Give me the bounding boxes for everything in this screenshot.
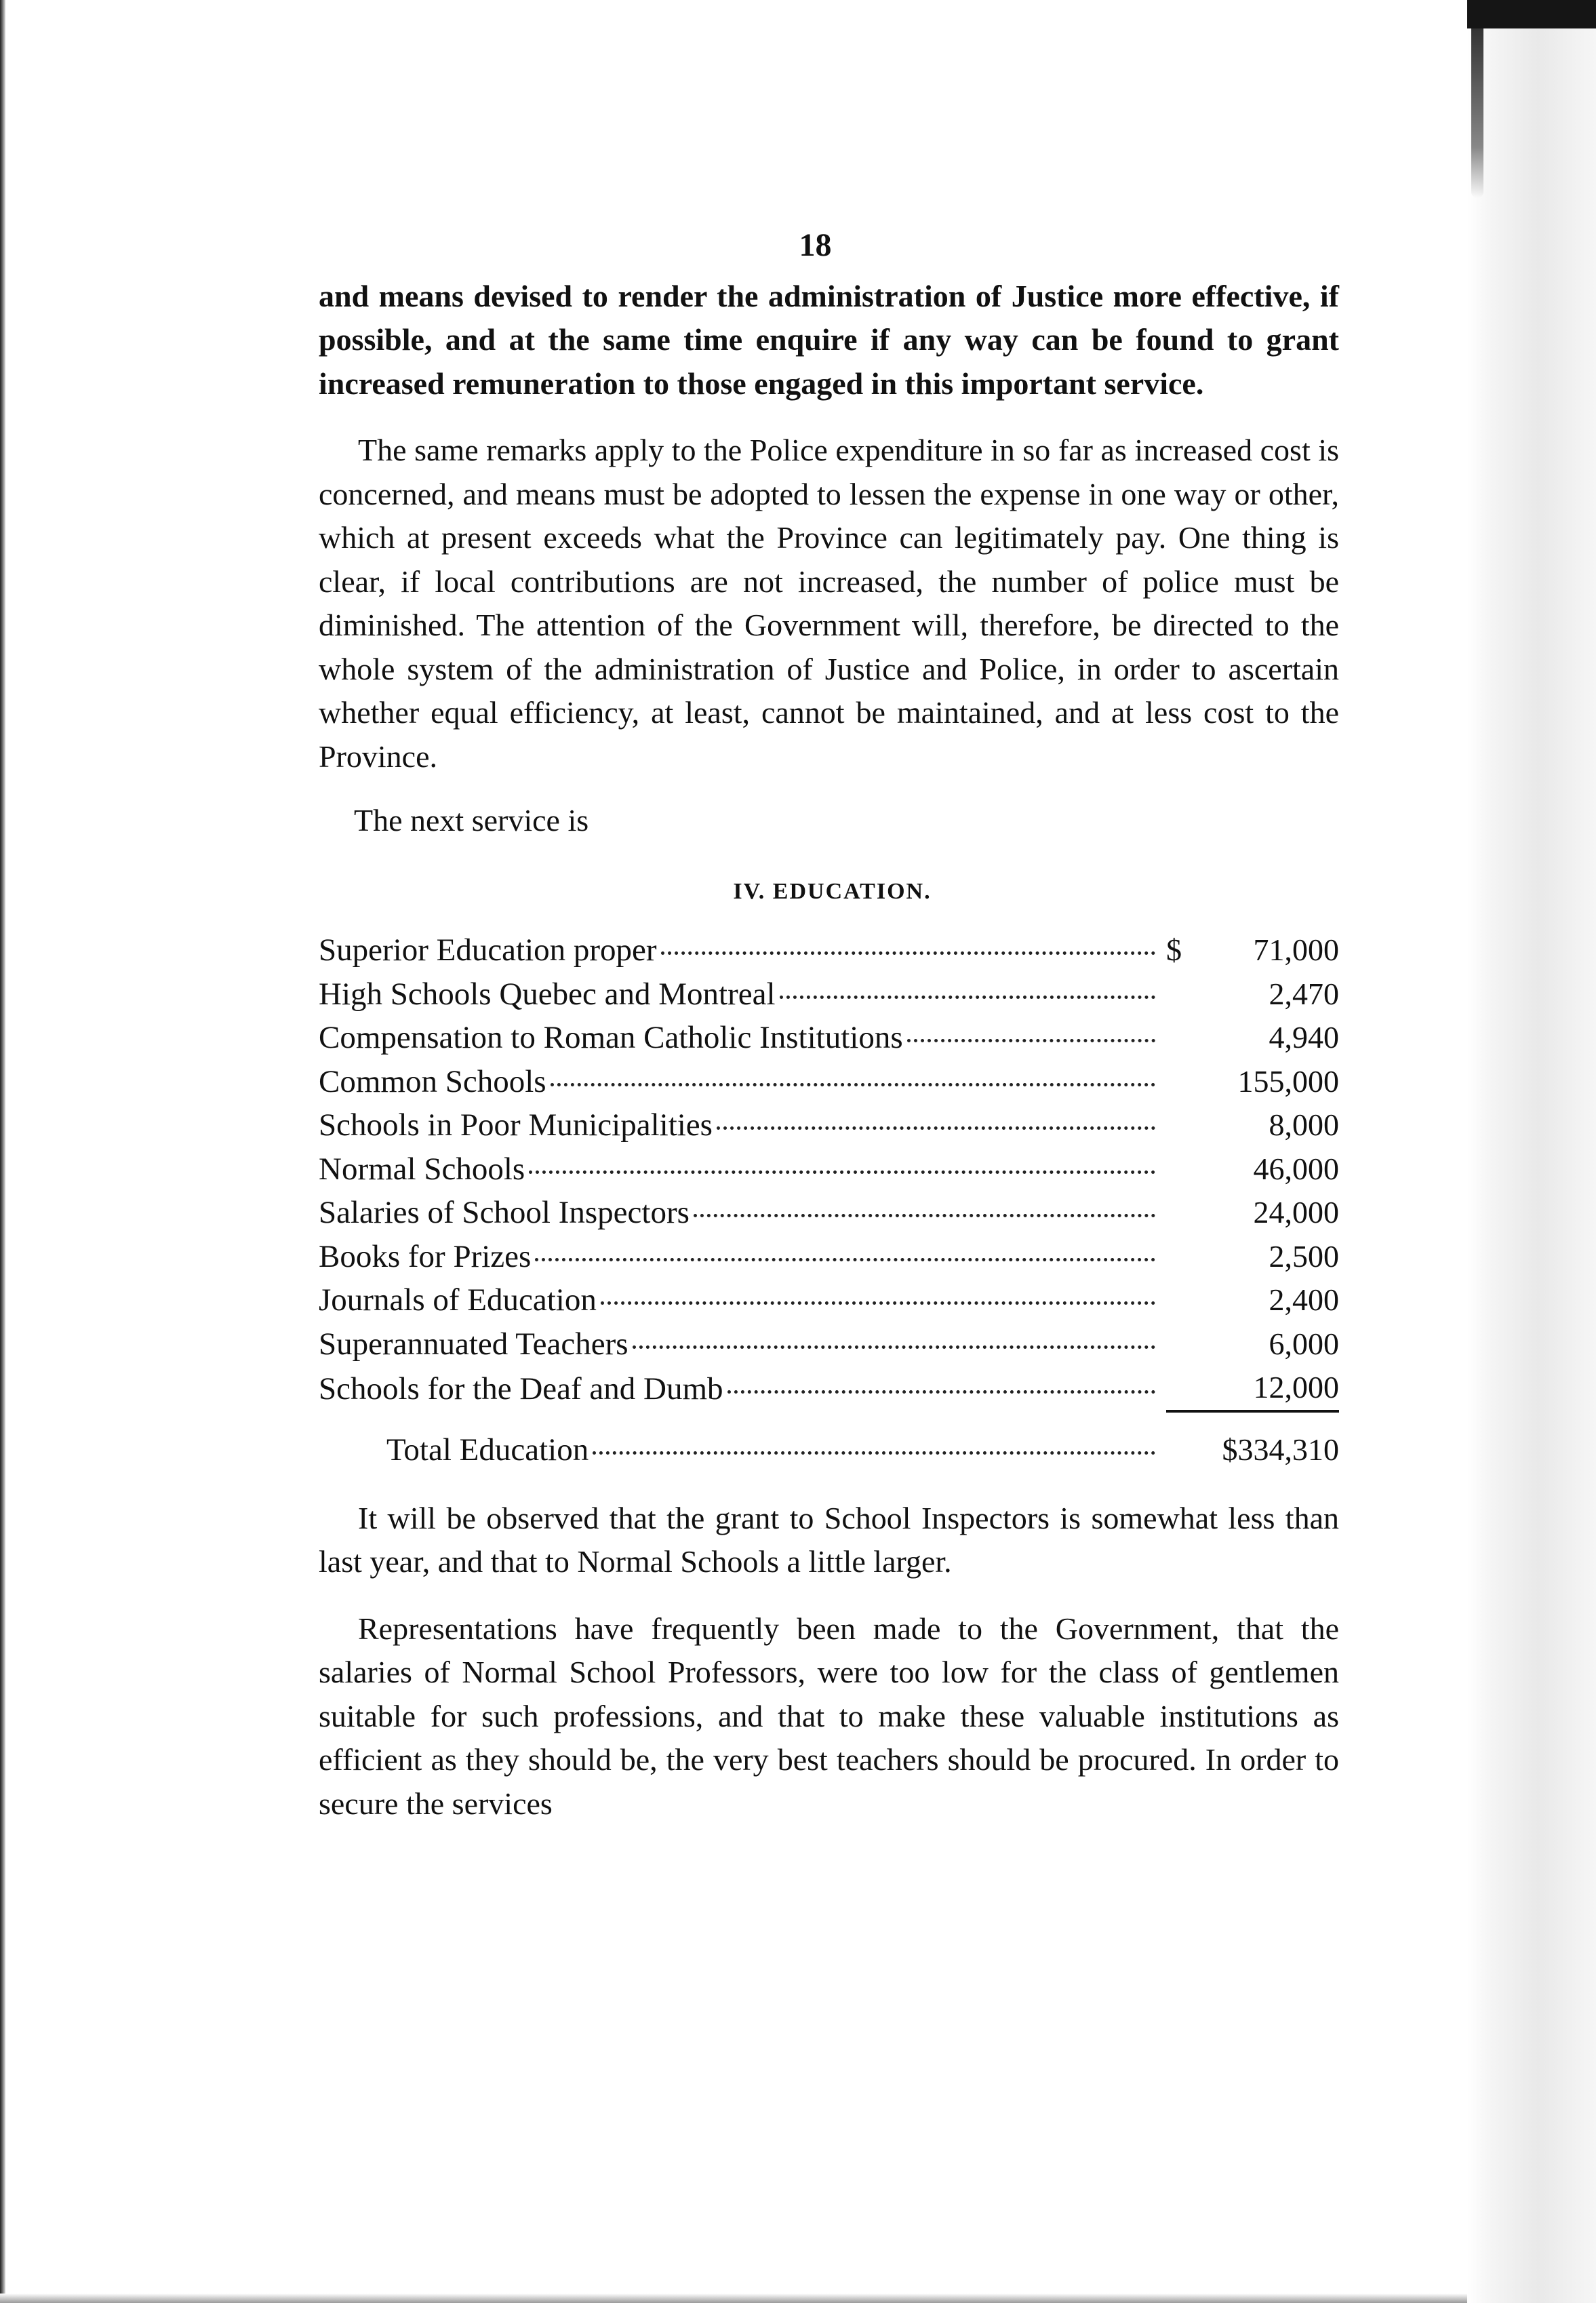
- scan-dark-corner: [1467, 0, 1596, 28]
- ledger-item: [319, 1278, 1166, 1322]
- ledger-total-label: Total Education: [386, 1432, 589, 1468]
- ledger-item-label: Compensation to Roman Catholic Institutions: [319, 1020, 903, 1055]
- leader-dots: [593, 1451, 1155, 1455]
- ledger-row: [319, 1235, 1339, 1279]
- ledger-item-wrap: [319, 928, 1159, 972]
- paragraph-justice: and means devised to render the administration of Justice more effective, if possible, and at the same time enquire if any way can be found to grant increased remuneration to those engaged in this important service.: [319, 278, 1339, 401]
- ledger-item-label: Superannuated Teachers: [319, 1326, 629, 1362]
- ledger-item-label: High Schools Quebec and Montreal: [319, 976, 776, 1012]
- ledger-row: [319, 1366, 1339, 1411]
- ledger-total-wrap: [319, 1428, 1159, 1472]
- ledger-item-wrap: [319, 1016, 1159, 1060]
- section-title: IV. EDUCATION.: [733, 878, 932, 904]
- leader-dots: [601, 1301, 1155, 1305]
- ledger-amount: 155,000: [1237, 1063, 1339, 1099]
- ledger-item-label: Superior Education proper: [319, 932, 657, 968]
- ledger-item-wrap: [319, 1191, 1159, 1235]
- ledger-item-wrap: [319, 1322, 1159, 1366]
- scan-dark-mark: [1471, 28, 1483, 198]
- ledger-row: [319, 1103, 1339, 1147]
- ledger-amount: 46,000: [1253, 1151, 1339, 1186]
- leader-dots: [633, 1345, 1155, 1349]
- ledger-item: [319, 1366, 1166, 1411]
- ledger-item-label: Common Schools: [319, 1063, 546, 1099]
- ledger-row: [319, 1060, 1339, 1104]
- ledger-item-wrap: [319, 1367, 1159, 1411]
- ledger-item: [319, 1235, 1166, 1279]
- ledger-item-label: Normal Schools: [319, 1151, 525, 1187]
- ledger-item: [319, 1322, 1166, 1366]
- ledger-total-item: [319, 1411, 1166, 1472]
- ledger-total-row: [319, 1411, 1339, 1472]
- education-ledger: [319, 928, 1339, 1472]
- leader-dots: [529, 1170, 1155, 1174]
- leader-dots: [907, 1039, 1155, 1042]
- ledger-amount: 4,940: [1269, 1020, 1339, 1055]
- ledger-item-label: Journals of Education: [319, 1282, 597, 1318]
- ledger-row: [319, 1278, 1339, 1322]
- leader-dots: [535, 1258, 1155, 1261]
- amount-value: 71,000: [1253, 932, 1339, 967]
- ledger-item-label: Salaries of School Inspectors: [319, 1195, 690, 1230]
- ledger-item-label: Books for Prizes: [319, 1238, 532, 1274]
- ledger-row: [319, 928, 1339, 972]
- ledger-amount: 12,000: [1253, 1370, 1339, 1404]
- lead-in-text: The next service is: [354, 803, 589, 838]
- leader-dots: [727, 1390, 1156, 1394]
- ledger-item: [319, 1016, 1166, 1060]
- ledger-amount: 6,000: [1269, 1326, 1339, 1361]
- ledger-amount: 2,500: [1269, 1238, 1339, 1274]
- paragraph-representations: Representations have frequently been made to the Government, that the salaries of Normal School Professors, were too low for the class of gentlemen suitable for such professions, and that to make these valuable institutions as efficient as they should be, the very best teachers should be procured. In order to secure the services: [319, 1611, 1339, 1821]
- ledger-amount: [1166, 928, 1339, 972]
- ledger-amount: 2,400: [1269, 1282, 1339, 1317]
- leader-dots: [551, 1083, 1155, 1086]
- ledger-row: [319, 972, 1339, 1017]
- ledger-item: [319, 1147, 1166, 1192]
- scan-left-edge: [0, 0, 5, 2303]
- ledger-row: [319, 1191, 1339, 1235]
- ledger-total-amount: $334,310: [1166, 1411, 1339, 1472]
- ledger-row: [319, 1322, 1339, 1366]
- ledger-item-wrap: [319, 1278, 1159, 1322]
- ledger-item-wrap: [319, 1147, 1159, 1192]
- ledger-row: [319, 1147, 1339, 1192]
- ledger-item: [319, 928, 1166, 972]
- ledger-item-label: Schools for the Deaf and Dumb: [319, 1371, 723, 1406]
- ledger-item-wrap: [319, 1235, 1159, 1279]
- scan-right-edge: [1467, 0, 1596, 2303]
- ledger-item: [319, 1060, 1166, 1104]
- ledger-item: [319, 1103, 1166, 1147]
- scan-bottom-edge: [0, 2294, 1467, 2303]
- currency-symbol: $: [1166, 932, 1182, 967]
- leader-dots: [780, 996, 1155, 999]
- leader-dots: [661, 951, 1155, 955]
- ledger-item: [319, 972, 1166, 1017]
- ledger-item-wrap: [319, 1103, 1159, 1147]
- paragraph-inspectors: It will be observed that the grant to School Inspectors is somewhat less than last year, and that to Normal Schools a little larger.: [319, 1500, 1339, 1579]
- ledger-body: [319, 928, 1339, 1411]
- ledger-item-wrap: [319, 972, 1159, 1017]
- leader-dots: [694, 1214, 1155, 1217]
- page-number: 18: [799, 227, 832, 263]
- ledger-item: [319, 1191, 1166, 1235]
- ledger-item-label: Schools in Poor Municipalities: [319, 1107, 713, 1143]
- ledger-row: [319, 1016, 1339, 1060]
- paragraph-police: The same remarks apply to the Police expenditure in so far as increased cost is concerned, and means must be adopted to lessen the expense in one way or other, which at present exceeds what the Province can legitimately pay. One thing is clear, if local contributions are not increased, the number of police must be diminished. The attention of the Government will, therefore, be directed to the whole system of the administration of Justice and Police, in order to ascertain whether equal efficiency, at least, cannot be maintained, and at less cost to the Province.: [319, 433, 1339, 774]
- ledger-item-wrap: [319, 1060, 1159, 1104]
- leader-dots: [717, 1126, 1155, 1130]
- ledger-amount: 24,000: [1253, 1195, 1339, 1229]
- document-page: [319, 224, 1339, 1826]
- ledger-amount: 8,000: [1269, 1107, 1339, 1142]
- ledger-amount: 2,470: [1269, 976, 1339, 1011]
